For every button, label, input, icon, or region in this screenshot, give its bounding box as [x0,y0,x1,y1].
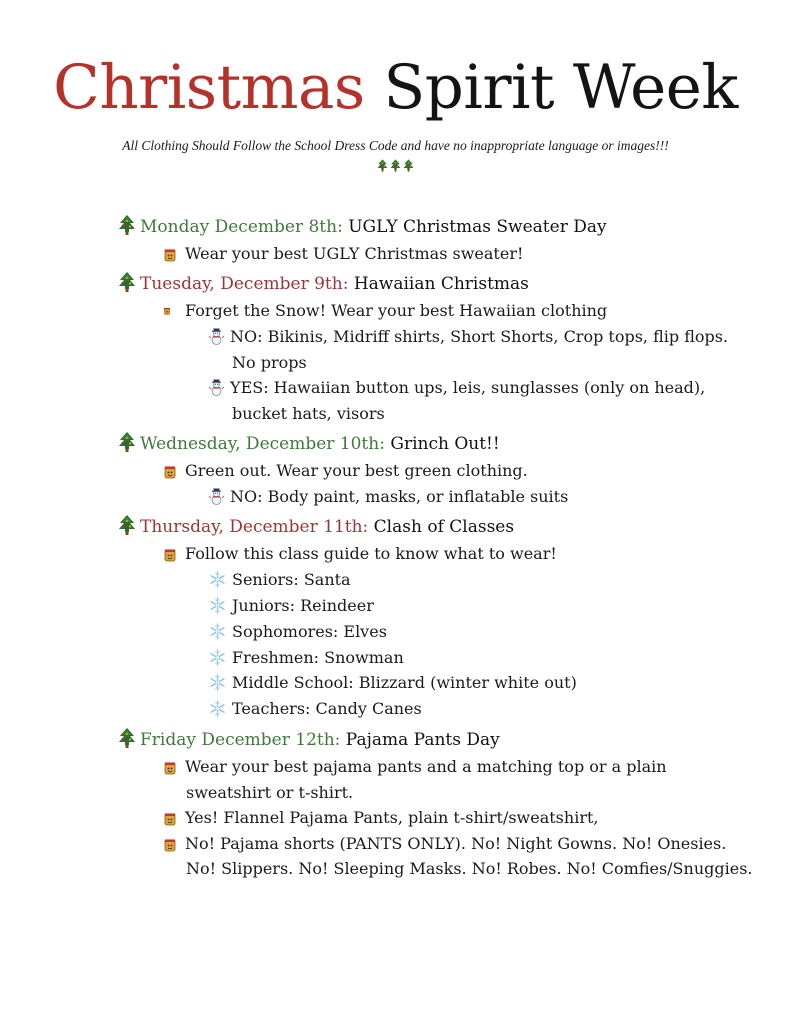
item-text: Wear your best pajama pants and a matching top or a plain [185,757,667,776]
day-heading-friday [118,728,500,751]
list-item [163,300,607,322]
item-text: Forget the Snow! Wear your best Hawaiian clothing [185,301,608,320]
class-guide-item [209,698,422,720]
day-label: Monday December 8th: [140,217,343,237]
class-guide-item [209,595,374,617]
title-christmas: Christmas [53,52,365,123]
item-text: Sophomores: Elves [232,622,387,641]
snowflake-icon [209,571,226,588]
item-text: No! Pajama shorts (PANTS ONLY). No! Night Gowns. No! Onesies. [185,834,727,853]
snowflake-icon [209,597,226,614]
list-item [163,543,557,565]
day-theme: UGLY Christmas Sweater Day [348,217,607,237]
day-heading-monday [118,215,607,238]
list-item [209,377,705,399]
list-item-continuation: bucket hats, visors [232,404,385,423]
mug-icon [163,463,177,479]
snowman-icon [209,328,224,345]
list-item [163,756,667,778]
list-item [163,833,726,855]
class-guide-item [209,621,387,643]
list-item-continuation: No! Slippers. No! Sleeping Masks. No! Robes. No! Comfies/Snuggies. [186,859,753,878]
day-label: Thursday, December 11th: [140,517,369,537]
mug-icon [163,836,177,852]
day-heading-tuesday [118,272,529,295]
snowman-icon [209,379,224,396]
list-item-continuation: sweatshirt or t-shirt. [186,783,354,802]
list-item [209,486,568,508]
christmas-tree-icon [118,728,136,748]
item-text: Juniors: Reindeer [232,596,374,615]
day-heading-wednesday [118,432,500,455]
item-text: Teachers: Candy Canes [232,699,422,718]
item-text: Wear your best UGLY Christmas sweater! [185,244,524,263]
item-text: YES: Hawaiian button ups, leis, sunglasses (only on head), [230,378,706,397]
mug-icon [163,546,177,562]
item-text: Seniors: Santa [232,570,351,589]
title-spirit-week: Spirit Week [383,52,738,123]
class-guide-item [209,647,404,669]
mug-icon [163,306,171,315]
list-item [163,243,523,265]
snowflake-icon [209,700,226,717]
list-item [209,326,728,348]
day-heading-thursday [118,515,514,538]
snowman-icon [209,488,224,505]
item-text: NO: Bikinis, Midriff shirts, Short Shorts, Crop tops, flip flops. [230,327,729,346]
item-text: Follow this class guide to know what to wear! [185,544,557,563]
list-item-continuation: No props [232,353,307,372]
list-item [163,807,598,829]
item-text: Freshmen: Snowman [232,648,404,667]
day-theme: Grinch Out!! [390,434,500,454]
christmas-tree-icon [118,432,136,452]
item-text: Green out. Wear your best green clothing. [185,461,528,480]
mug-icon [163,246,177,262]
class-guide-item [209,569,351,591]
day-theme: Pajama Pants Day [345,730,500,750]
item-text: Middle School: Blizzard (winter white out) [232,673,577,692]
mug-icon [163,759,177,775]
day-label: Wednesday, December 10th: [140,434,385,454]
snowflake-icon [209,649,226,666]
christmas-tree-icon [118,515,136,535]
mug-icon [163,810,177,826]
list-item [163,460,528,482]
christmas-tree-icon [118,215,136,235]
day-theme: Clash of Classes [373,517,515,537]
item-text: Yes! Flannel Pajama Pants, plain t-shirt/sweatshirt, [185,808,599,827]
christmas-tree-icon [118,272,136,292]
snowflake-icon [209,674,226,691]
dress-code-notice: All Clothing Should Follow the School Dress Code and have no inappropriate language or images!!! [122,138,669,153]
day-theme: Hawaiian Christmas [353,274,529,294]
day-label: Tuesday, December 9th: [140,274,349,294]
snowflake-icon [209,623,226,640]
class-guide-item [209,672,577,694]
day-label: Friday December 12th: [140,730,341,750]
item-text: NO: Body paint, masks, or inflatable suits [230,487,569,506]
